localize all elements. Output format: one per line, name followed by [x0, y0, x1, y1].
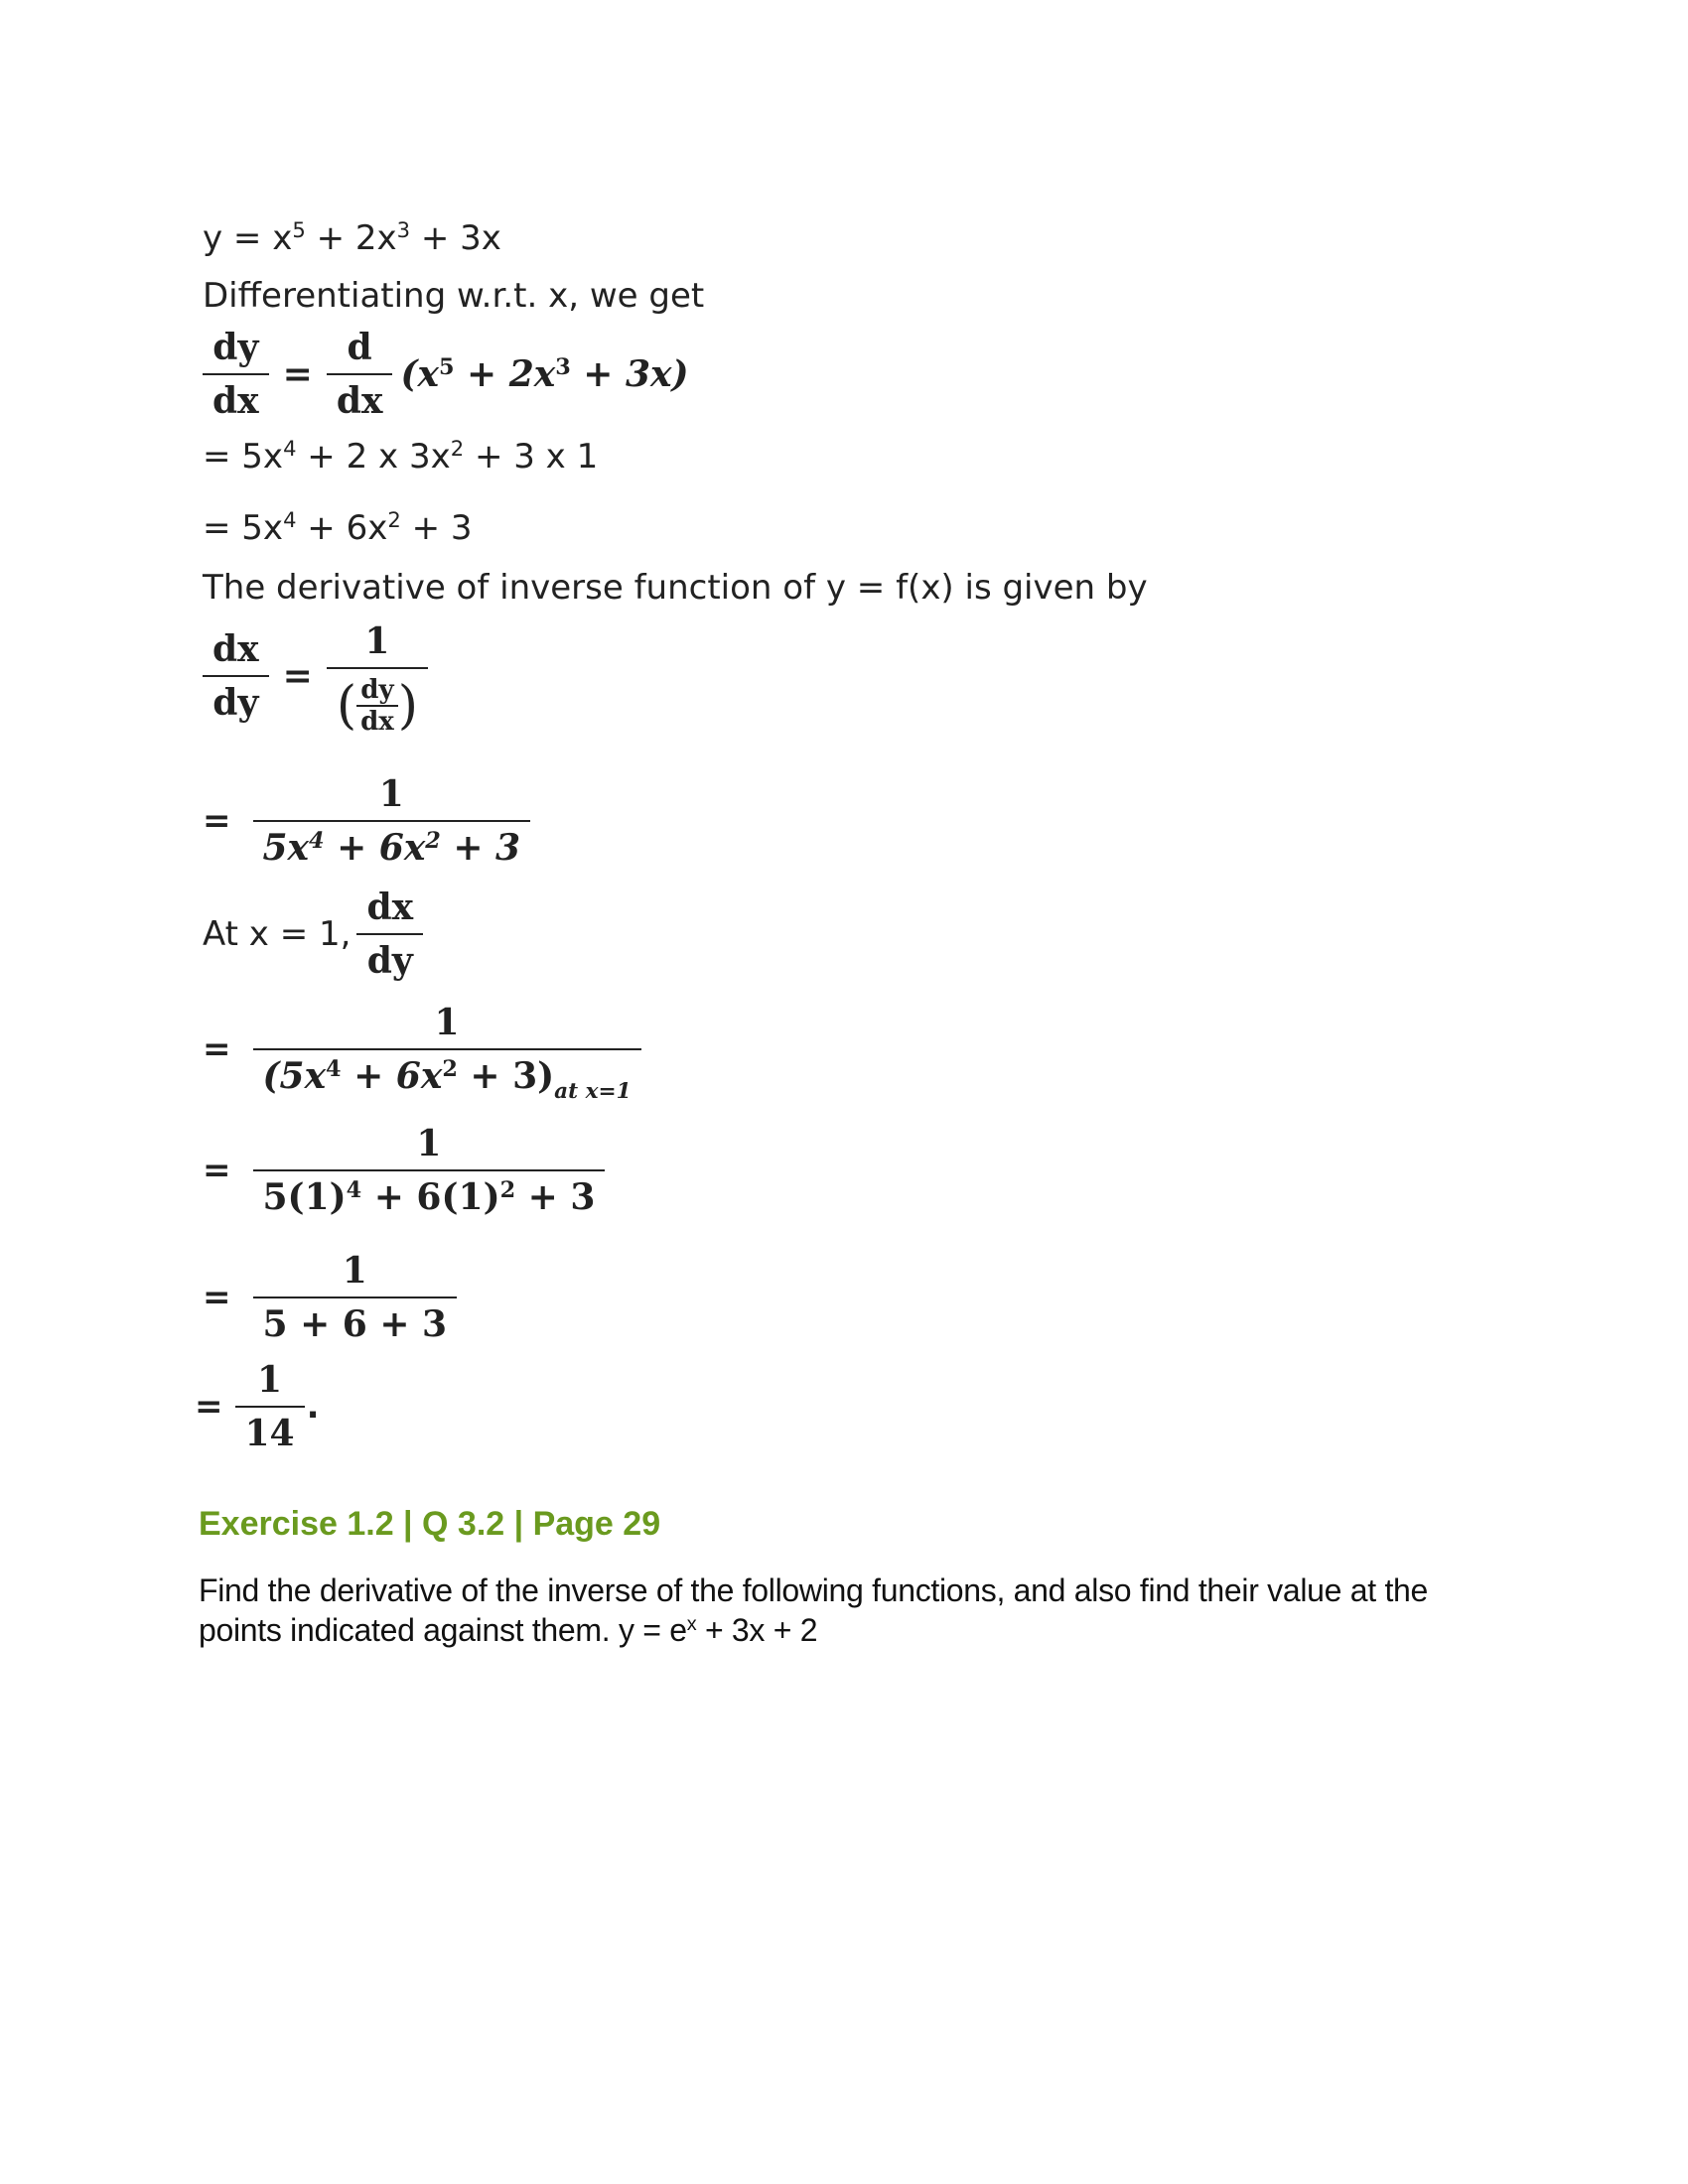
fraction-dy-dx-small: $\frac{dy}{dx}$ — [356, 675, 398, 737]
step-simplified: = $5x^4 + 6x^2 + 3$ — [203, 507, 473, 548]
fraction-reciprocal: 1 ( $\frac{dy}{dx}$ ) — [327, 615, 428, 737]
polynomial-expression: $(x^5 + 2x^3 + 3x)$ — [400, 353, 689, 395]
exercise-heading: Exercise 1.2 | Q 3.2 | Page 29 — [199, 1505, 661, 1543]
equation-given: $y = x^5 + 2x^3 + 3x$ — [203, 217, 501, 258]
final-answer: = $\frac{1}{14}$ . — [195, 1359, 320, 1454]
question-text: Find the derivative of the inverse of the following functions, and also find their value at the points indicated against them. $y = e^x + 3x + 2$ — [199, 1572, 1429, 1648]
reciprocal-substituted: = $\frac{1}{5(1)^4 + 6(1)^2 + 3}$ — [203, 1118, 605, 1223]
reciprocal-sum: = $\frac{1}{5 + 6 + 3}$ — [203, 1245, 457, 1350]
fraction-dy-dx: $\frac{dy}{dx}$ — [203, 322, 269, 427]
fraction-dx-dy: $\frac{dx}{dy}$ — [203, 623, 269, 729]
reciprocal-polynomial: = $\frac{1}{5x^4 + 6x^2 + 3}$ — [203, 768, 530, 874]
differentiating-text: Differentiating w.r.t. x, we get — [203, 276, 705, 316]
reciprocal-at-point: = $\frac{1}{(5x^4 + 6x^2 + 3)_{at x=1}}$ — [203, 997, 641, 1102]
inverse-derivative-text: The derivative of inverse function of y = f(x) is given by — [203, 568, 1148, 608]
inverse-formula: $\frac{dx}{dy}$ = 1 ( $\frac{dy}{dx}$ ) — [203, 615, 428, 737]
fraction-d-dx: $\frac{d}{dx}$ — [327, 322, 393, 427]
evaluate-at-point: At x = 1, $\frac{dx}{dy}$ — [203, 882, 423, 987]
derivative-equation: $\frac{dy}{dx}$ = $\frac{d}{dx}$ $(x^5 + 2x^3 + 3x)$ — [203, 322, 689, 427]
step-product-rule: = $5x^4 + 2$ x $3x^2 + 3$ x 1 — [203, 436, 599, 477]
